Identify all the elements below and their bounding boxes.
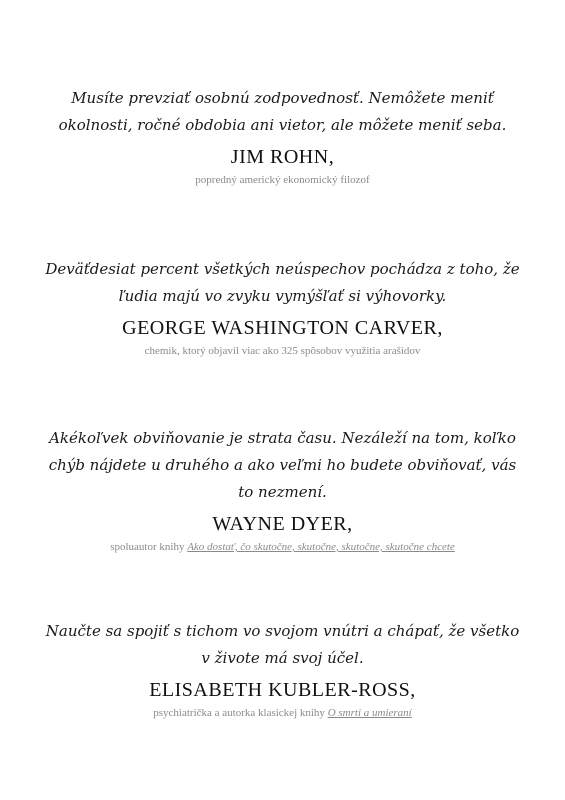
- quote-author: JIM ROHN,: [230, 146, 335, 168]
- quote-author: GEORGE WASHINGTON CARVER,: [122, 317, 443, 339]
- quote-block: [40, 256, 525, 358]
- quote-block: [40, 85, 525, 187]
- author-description-text: spoluautor knihy: [110, 541, 188, 553]
- quote-text: Deväťdesiat percent všetkých neúspechov pochádza z toho, že ľudia majú vo zvyku vymýšľať si výhovorky.: [45, 260, 520, 305]
- quote-author: WAYNE DYER,: [212, 513, 353, 535]
- book-title: Ako dostať, čo skutočne, skutočne, skutočne, skutočne chcete: [187, 541, 455, 553]
- author-description-text: popredný americký ekonomický filozof: [195, 174, 370, 186]
- quote-text: Naučte sa spojiť s tichom vo svojom vnútri a chápať, že všetko v živote má svoj účel.: [45, 622, 520, 667]
- author-description-text: chemik, ktorý objavil viac ako 325 spôsobov využitia arašidov: [144, 345, 421, 357]
- author-description: [40, 540, 525, 554]
- quote-author: ELISABETH KUBLER-ROSS,: [149, 679, 416, 701]
- author-description-text: psychiatrička a autorka klasickej knihy: [153, 707, 328, 719]
- author-description: [40, 706, 525, 720]
- book-title: O smrti a umieraní: [327, 707, 412, 719]
- quote-block: [40, 618, 525, 720]
- quote-text: Musíte prevziať osobnú zodpovednosť. Nemôžete meniť okolnosti, ročné obdobia ani vietor, ale môžete meniť seba.: [58, 89, 507, 134]
- quote-block: [40, 425, 525, 554]
- quote-text: Akékoľvek obviňovanie je strata času. Nezáleží na tom, koľko chýb nájdete u druhého a ako veľmi ho budete obviňovať, vás to nezmení.: [48, 429, 517, 501]
- author-description: [40, 173, 525, 187]
- author-description: [40, 344, 525, 358]
